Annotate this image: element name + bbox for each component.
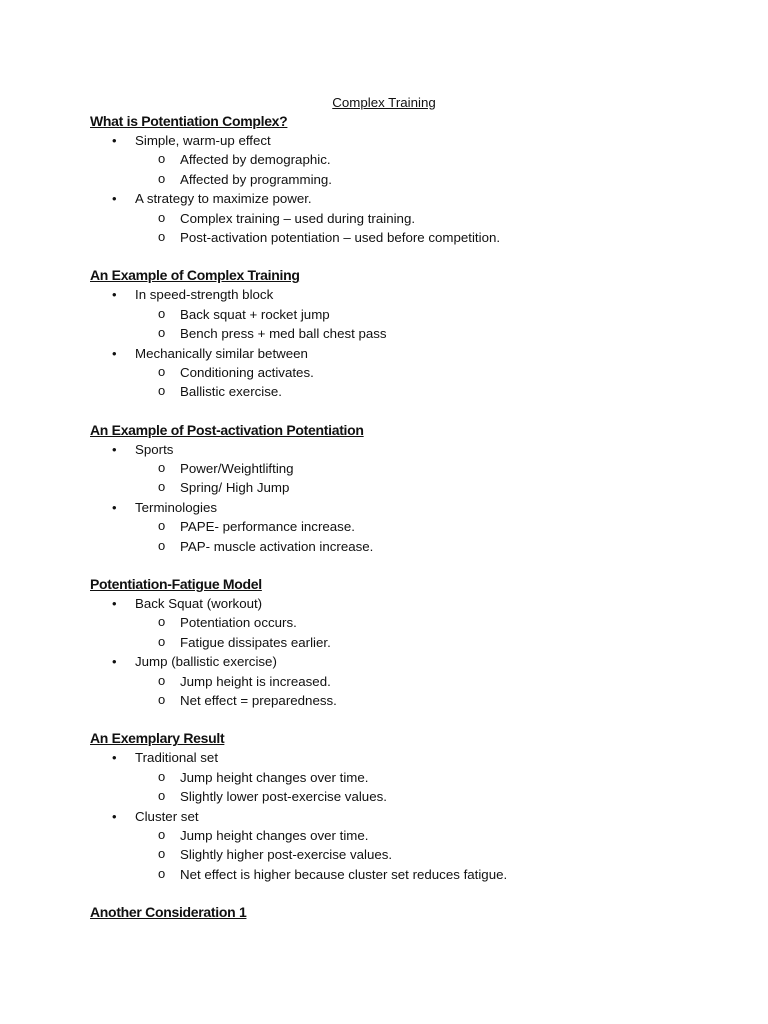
- section-heading: Potentiation-Fatigue Model: [90, 576, 262, 593]
- section-heading: An Exemplary Result: [90, 730, 225, 747]
- sub-bullet-item: [90, 865, 710, 884]
- sub-bullet-item: [90, 459, 710, 478]
- circle-bullet-icon: o: [158, 846, 166, 862]
- bullet-icon: •: [112, 596, 117, 612]
- document-body: [90, 112, 710, 922]
- circle-bullet-icon: o: [158, 672, 166, 688]
- bullet-text: Terminologies: [135, 499, 218, 515]
- bullet-item: [90, 807, 710, 826]
- circle-bullet-icon: o: [158, 479, 166, 495]
- bullet-icon: •: [112, 750, 117, 766]
- sub-bullet-item: [90, 478, 710, 497]
- document-page: [90, 94, 710, 922]
- circle-bullet-icon: o: [158, 691, 166, 707]
- bullet-item: [90, 131, 710, 150]
- bullet-text: Jump (ballistic exercise): [135, 654, 277, 670]
- sub-bullet-text: Spring/ High Jump: [180, 480, 290, 496]
- document-title: Complex Training: [332, 95, 436, 110]
- bullet-text: Cluster set: [135, 808, 199, 824]
- sub-bullet-text: Slightly lower post-exercise values.: [180, 789, 387, 805]
- circle-bullet-icon: o: [158, 826, 166, 842]
- bullet-item: [90, 594, 710, 613]
- sub-bullet-item: [90, 324, 710, 343]
- sub-bullet-text: Conditioning activates.: [180, 364, 314, 380]
- sub-bullet-text: Affected by programming.: [180, 171, 333, 187]
- bullet-text: Mechanically similar between: [135, 345, 308, 361]
- bullet-item: [90, 285, 710, 304]
- sub-bullet-text: Ballistic exercise.: [180, 384, 282, 400]
- bullet-item: [90, 440, 710, 459]
- sub-bullet-text: Jump height changes over time.: [180, 769, 369, 785]
- sub-bullet-item: [90, 787, 710, 806]
- sub-bullet-text: Bench press + med ball chest pass: [180, 326, 387, 342]
- sub-bullet-item: [90, 170, 710, 189]
- bullet-item: [90, 748, 710, 767]
- sub-bullet-text: Back squat + rocket jump: [180, 306, 330, 322]
- bullet-icon: •: [112, 345, 117, 361]
- sub-bullet-item: [90, 150, 710, 169]
- bullet-item: [90, 189, 710, 208]
- circle-bullet-icon: o: [158, 383, 166, 399]
- bullet-icon: •: [112, 441, 117, 457]
- circle-bullet-icon: o: [158, 614, 166, 630]
- sub-bullet-text: Jump height changes over time.: [180, 827, 369, 843]
- section-spacer: [90, 556, 710, 575]
- bullet-text: In speed-strength block: [135, 287, 274, 303]
- sub-bullet-item: [90, 305, 710, 324]
- bullet-icon: •: [112, 133, 117, 148]
- bullet-item: [90, 498, 710, 517]
- bullet-icon: •: [112, 654, 117, 670]
- sub-bullet-item: [90, 363, 710, 382]
- bullet-text: Sports: [135, 441, 174, 457]
- bullet-icon: •: [112, 191, 117, 207]
- circle-bullet-icon: o: [158, 151, 166, 167]
- sub-bullet-text: Post-activation potentiation – used before competition.: [180, 229, 501, 245]
- section-spacer: [90, 710, 710, 729]
- bullet-icon: •: [112, 499, 117, 515]
- circle-bullet-icon: o: [158, 228, 166, 244]
- bullet-text: Traditional set: [135, 750, 219, 766]
- sub-bullet-text: Jump height is increased.: [180, 673, 331, 689]
- bullet-item: [90, 652, 710, 671]
- sub-bullet-text: PAP- muscle activation increase.: [180, 538, 374, 554]
- circle-bullet-icon: o: [158, 518, 166, 534]
- sub-bullet-item: [90, 768, 710, 787]
- circle-bullet-icon: o: [158, 865, 166, 881]
- sub-bullet-item: [90, 613, 710, 632]
- sub-bullet-item: [90, 672, 710, 691]
- bullet-text: Simple, warm-up effect: [135, 133, 271, 148]
- sub-bullet-item: [90, 382, 710, 401]
- circle-bullet-icon: o: [158, 209, 166, 225]
- circle-bullet-icon: o: [158, 325, 166, 341]
- section-heading: An Example of Complex Training: [90, 267, 300, 284]
- bullet-item: [90, 344, 710, 363]
- sub-bullet-item: [90, 845, 710, 864]
- sub-bullet-text: Net effect is higher because cluster set reduces fatigue.: [180, 866, 508, 882]
- bullet-text: A strategy to maximize power.: [135, 191, 312, 207]
- sub-bullet-item: [90, 537, 710, 556]
- circle-bullet-icon: o: [158, 633, 166, 649]
- sub-bullet-text: Slightly higher post-exercise values.: [180, 847, 393, 863]
- circle-bullet-icon: o: [158, 537, 166, 553]
- sub-bullet-text: PAPE- performance increase.: [180, 519, 355, 535]
- sub-bullet-item: [90, 633, 710, 652]
- sub-bullet-text: Power/Weightlifting: [180, 461, 294, 477]
- sub-bullet-text: Net effect = preparedness.: [180, 692, 337, 708]
- section-heading: Another Consideration 1: [90, 904, 247, 921]
- section-spacer: [90, 402, 710, 421]
- sub-bullet-item: [90, 228, 710, 247]
- circle-bullet-icon: o: [158, 170, 166, 186]
- circle-bullet-icon: o: [158, 768, 166, 784]
- sub-bullet-text: Complex training – used during training.: [180, 210, 416, 226]
- sub-bullet-item: [90, 691, 710, 710]
- sub-bullet-item: [90, 209, 710, 228]
- bullet-icon: •: [112, 808, 117, 824]
- section-spacer: [90, 247, 710, 266]
- circle-bullet-icon: o: [158, 788, 166, 804]
- section-spacer: [90, 884, 710, 903]
- circle-bullet-icon: o: [158, 305, 166, 321]
- section-heading: What is Potentiation Complex?: [90, 113, 288, 129]
- bullet-icon: •: [112, 287, 117, 303]
- sub-bullet-text: Potentiation occurs.: [180, 615, 297, 631]
- section-heading: An Example of Post-activation Potentiation: [90, 421, 364, 438]
- sub-bullet-text: Fatigue dissipates earlier.: [180, 634, 331, 650]
- bullet-text: Back Squat (workout): [135, 596, 263, 612]
- sub-bullet-item: [90, 517, 710, 536]
- circle-bullet-icon: o: [158, 460, 166, 476]
- sub-bullet-text: Affected by demographic.: [180, 152, 331, 168]
- circle-bullet-icon: o: [158, 363, 166, 379]
- sub-bullet-item: [90, 826, 710, 845]
